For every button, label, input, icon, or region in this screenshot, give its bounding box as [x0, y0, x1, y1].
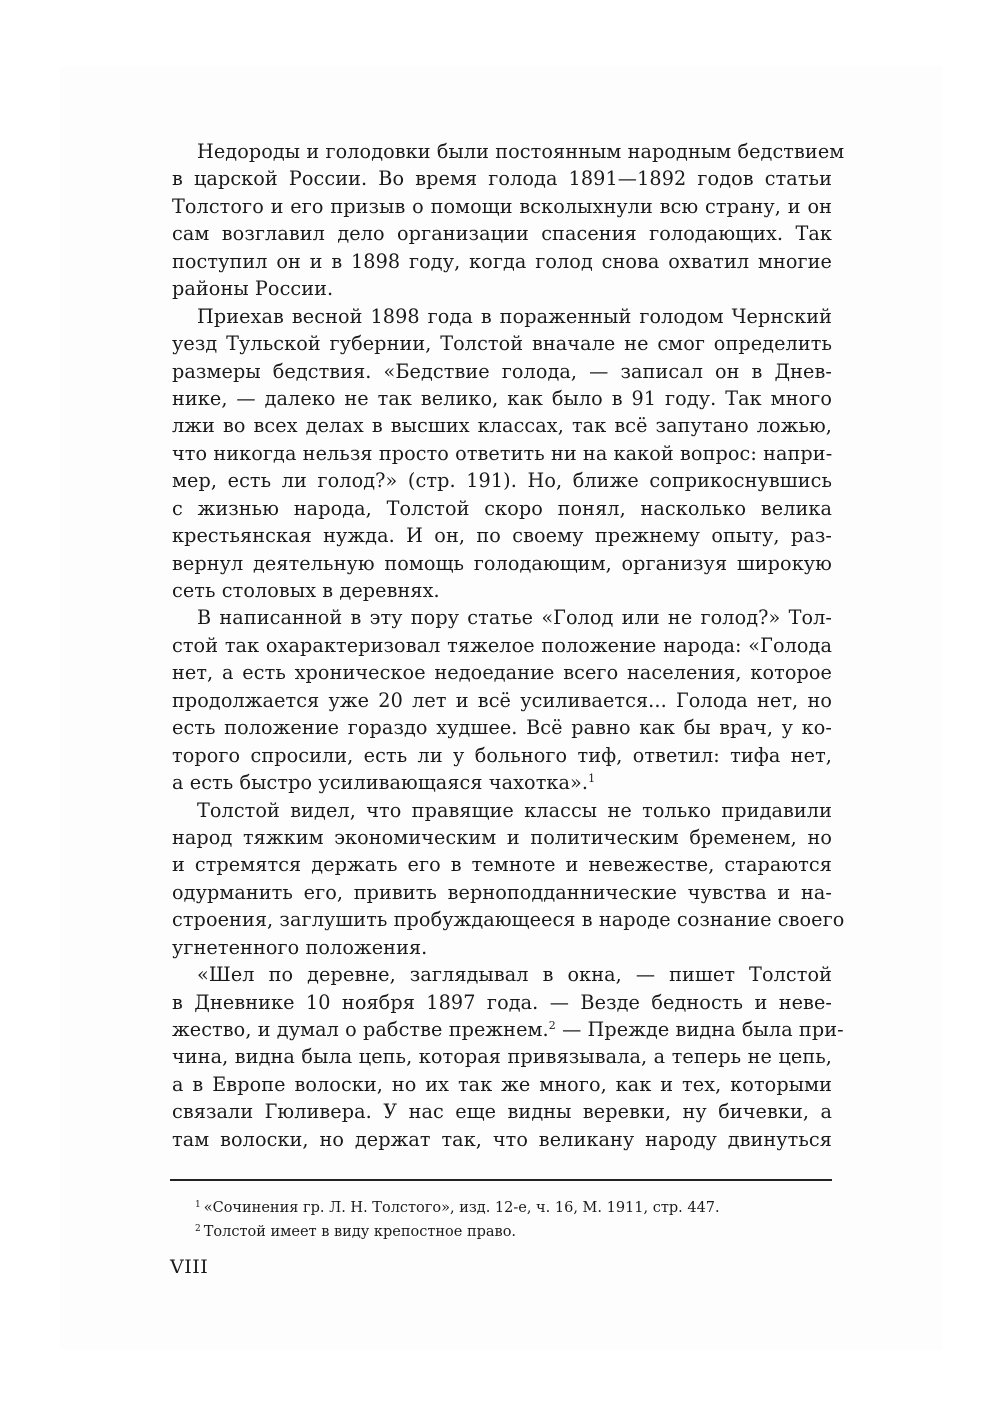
text-line: сам возглавил дело организации спасения голодающих. Так [172, 222, 832, 246]
footnote-ref-1[interactable]: 1 [588, 772, 596, 786]
text-line: чина, видна была цепь, которая привязывала, а теперь не цепь, [172, 1045, 832, 1069]
text-line: стой так охарактеризовал тяжелое положение народа: «Голода [172, 633, 832, 657]
footnote-divider [170, 1179, 832, 1181]
paragraph-4 [172, 797, 845, 962]
text-line: с жизнью народа, Толстой скоро понял, насколько велика [172, 496, 832, 520]
footnotes [195, 1196, 835, 1244]
text-line: народ тяжким экономическим и политическим бременем, но [172, 825, 832, 849]
footnote-1 [195, 1196, 835, 1220]
footnote-2 [195, 1220, 835, 1244]
text-line: Толстого и его призыв о помощи всколыхнули всю страну, и он [172, 194, 832, 218]
text-line: что никогда нельзя просто ответить ни на какой вопрос: напри- [172, 441, 833, 465]
text-line: строения, заглушить пробуждающееся в народе сознание своего [172, 908, 845, 932]
text-line: Недороды и голодовки были постоянным народным бедствием [197, 140, 845, 163]
text-line-with-footnote [172, 769, 832, 796]
text-line: сеть столовых в деревнях. [172, 579, 440, 602]
text-line-continuation: — Прежде видна была при- [555, 1018, 844, 1041]
text-line: вернул деятельную помощь голодающим, организуя широкую [172, 551, 832, 575]
text-line: поступил он и в 1898 году, когда голод снова охватил многие [172, 249, 832, 273]
text-line: торого спросили, есть ли у больного тиф, ответил: тифа нет, [172, 743, 832, 767]
text-line: там волоски, но держат так, что великану народу двинуться [172, 1127, 832, 1151]
text-line: районы России. [172, 277, 334, 301]
main-text [172, 138, 845, 1153]
text-line: угнетенного положения. [172, 935, 428, 959]
text-line: а в Европе волоски, но их так же много, как и тех, которыми [172, 1072, 832, 1096]
text-line: размеры бедствия. «Бедствие голода, — записал он в Днев- [172, 359, 832, 383]
text-line: нет, а есть хроническое недоедание всего населения, которое [172, 661, 832, 685]
paragraph-2 [172, 303, 832, 605]
text-line: В написанной в эту пору статье «Голод или не голод?» Тол- [197, 606, 832, 630]
text-line: жество, и думал о рабстве прежнем. [172, 1018, 549, 1041]
text-line: связали Гюливера. У нас еще видны веревки, ну бичевки, а [172, 1100, 832, 1124]
text-line: есть положение гораздо худшее. Всё равно как бы врач, у ко- [172, 716, 832, 740]
footnote-text: Толстой имеет в виду крепостное право. [203, 1224, 517, 1240]
footnote-ref-2[interactable]: 2 [548, 1019, 556, 1032]
page-number: VIII [170, 1256, 209, 1278]
footnote-text: «Сочинения гр. Л. Н. Толстого», изд. 12-е, ч. 16, М. 1911, стр. 447. [203, 1200, 720, 1216]
text-line: мер, есть ли голод?» (стр. 191). Но, ближе соприкоснувшись [172, 469, 832, 493]
text-line: нике, — далеко не так велико, как было в 91 году. Так много [172, 386, 832, 410]
paragraph-1 [172, 138, 845, 303]
text-line: лжи во всех делах в высших классах, так всё запутано ложью, [172, 414, 832, 438]
footnote-marker: 2 [195, 1224, 201, 1234]
paragraph-3 [172, 604, 832, 796]
footnote-marker: 1 [195, 1200, 201, 1210]
text-line: в царской России. Во время голода 1891—1892 годов статьи [172, 167, 832, 191]
text-line: «Шел по деревне, заглядывал в окна, — пишет Толстой [197, 963, 832, 987]
text-line: крестьянская нужда. И он, по своему прежнему опыту, раз- [172, 524, 832, 548]
text-line: Приехав весной 1898 года в пораженный голодом Чернский [197, 304, 832, 328]
text-line: уезд Тульской губернии, Толстой вначале не смог определить [172, 332, 832, 356]
text-line: а есть быстро усиливающаяся чахотка». [172, 771, 589, 795]
text-line: в Дневнике 10 ноября 1897 года. — Везде бедность и неве- [172, 990, 832, 1014]
paragraph-5 [172, 961, 844, 1153]
text-line: и стремятся держать его в темноте и невежестве, стараются [172, 853, 832, 877]
text-line: продолжается уже 20 лет и всё усиливается... Голода нет, но [172, 688, 832, 712]
text-line: одурманить его, привить верноподданнические чувства и на- [172, 880, 832, 904]
text-line-with-footnote [172, 1016, 844, 1043]
text-line: Толстой видел, что правящие классы не только придавили [197, 798, 832, 822]
